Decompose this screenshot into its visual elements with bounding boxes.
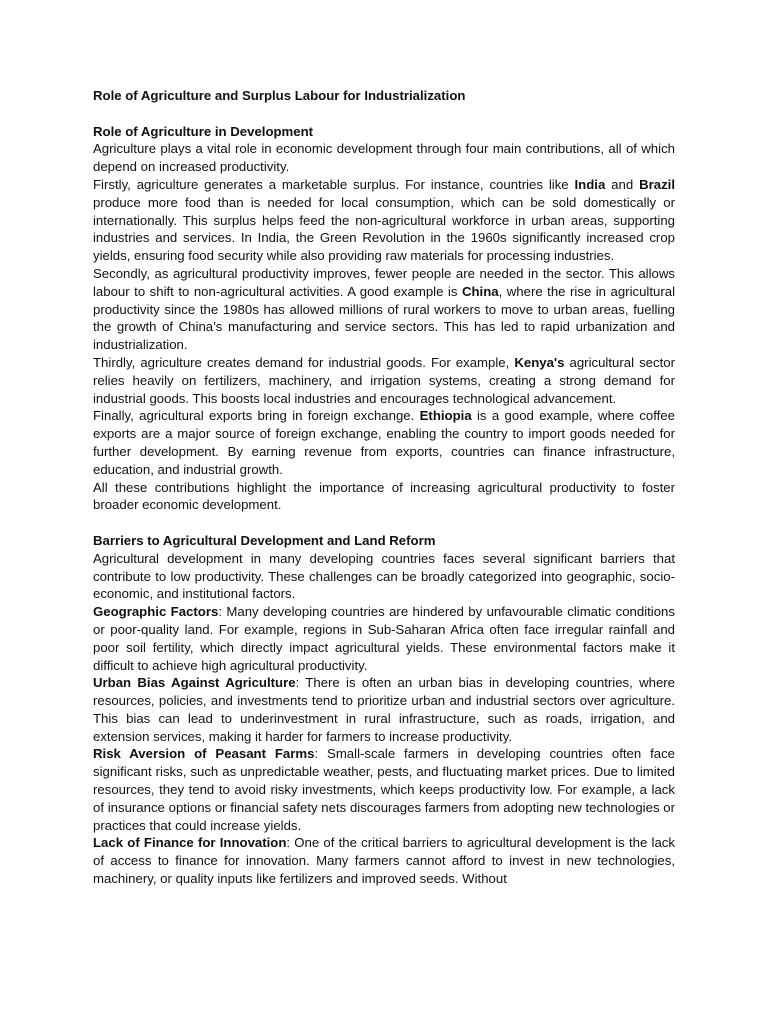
bold-text: Kenya's — [514, 354, 565, 370]
paragraph — [93, 140, 675, 176]
bold-text: China — [461, 283, 499, 299]
bold-text: Brazil — [639, 176, 675, 192]
bold-text: India — [574, 176, 606, 192]
text-run: and — [605, 176, 640, 192]
paragraph — [93, 479, 675, 515]
paragraph — [93, 265, 675, 354]
bold-text: Urban Bias Against Agriculture — [93, 675, 296, 691]
text-run: : Many developing countries are hindered by unfavourable climatic conditions or poor-quality land. For example, regions in Sub-Saharan Africa often face irregular rainfall and poor soil fertility, which directly impact agricultural yields. These environmental factors make it difficult to achieve high agricultural productivity. — [93, 604, 675, 673]
text-run: agricultural sector relies heavily on fertilizers, machinery, and irrigation systems, creating a strong demand for industrial goods. This boosts local industries and encourages technological advancement. — [93, 354, 675, 406]
text-run: All these contributions highlight the importance of increasing agricultural productivity to foster broader economic development. — [93, 479, 675, 513]
paragraph — [93, 745, 675, 834]
bold-text: Geographic Factors — [93, 604, 219, 620]
section-role-of-agriculture — [93, 123, 675, 515]
section-body — [93, 140, 675, 514]
section-heading: Barriers to Agricultural Development and Land Reform — [93, 532, 436, 548]
paragraph — [93, 550, 675, 603]
section-barriers — [93, 532, 675, 888]
text-run: is a good example, where coffee exports are a major source of foreign exchange, enabling the country to import goods needed for further development. By earning revenue from exports, countries can finance infrastructure, education, and industrial growth. — [93, 408, 675, 477]
text-run: : Small-scale farmers in developing countries often face significant risks, such as unpredictable weather, pests, and fluctuating market prices. Due to limited resources, they tend to avoid risky investments, which keeps productivity low. For example, a lack of insurance options or financial safety nets discourages farmers from adopting new technologies or practices that could increase yields. — [93, 746, 676, 833]
text-run: : One of the critical barriers to agricultural development is the lack of access to finance for innovation. Many farmers cannot afford to invest in new technologies, machinery, or quality inputs like fertilizers and improved seeds. Without — [93, 835, 675, 887]
paragraph — [93, 354, 675, 407]
text-run: Agricultural development in many developing countries faces several significant barriers that contribute to low productivity. These challenges can be broadly categorized into geographic, socio-economic, and institutional factors. — [93, 550, 675, 602]
section-body — [93, 550, 675, 888]
text-run: produce more food than is needed for local consumption, which can be sold domestically or internationally. This surplus helps feed the non-agricultural workforce in urban areas, supporting industries and services. In India, the Green Revolution in the 1960s significantly increased crop yields, ensuring food security while also providing raw materials for processing industries. — [93, 194, 675, 264]
text-run: Thirdly, agriculture creates demand for industrial goods. For example, — [93, 354, 515, 370]
text-run: , where the rise in agricultural productivity since the 1980s has allowed millions of rural workers to move to urban areas, fuelling the growth of China’s manufacturing and service sectors. This has led to rapid urbanization and industrialization. — [93, 283, 676, 353]
text-run: Firstly, agriculture generates a marketable surplus. For instance, countries like — [93, 176, 575, 192]
bold-text: Lack of Finance for Innovation — [93, 835, 287, 851]
document-title: Role of Agriculture and Surplus Labour for Industrialization — [93, 88, 466, 103]
bold-text: Risk Aversion of Peasant Farms — [93, 746, 315, 762]
paragraph — [93, 407, 675, 478]
text-run: : There is often an urban bias in developing countries, where resources, policies, and investments tend to prioritize urban and industrial sectors over agriculture. This bias can lead to underinvestment in rural infrastructure, such as roads, irrigation, and extension services, making it harder for farmers to increase productivity. — [93, 675, 676, 744]
section-heading: Role of Agriculture in Development — [93, 123, 314, 139]
document-page — [93, 87, 675, 906]
paragraph — [93, 834, 675, 887]
paragraph — [93, 603, 675, 674]
text-run: Secondly, as agricultural productivity improves, fewer people are needed in the sector. This allows labour to shift to non-agricultural activities. A good example is — [93, 265, 675, 299]
text-run: Finally, agricultural exports bring in foreign exchange. — [93, 408, 420, 424]
text-run: Agriculture plays a vital role in economic development through four main contributions, all of which depend on increased productivity. — [93, 141, 675, 175]
paragraph — [93, 176, 675, 265]
paragraph — [93, 674, 675, 745]
bold-text: Ethiopia — [419, 408, 472, 424]
